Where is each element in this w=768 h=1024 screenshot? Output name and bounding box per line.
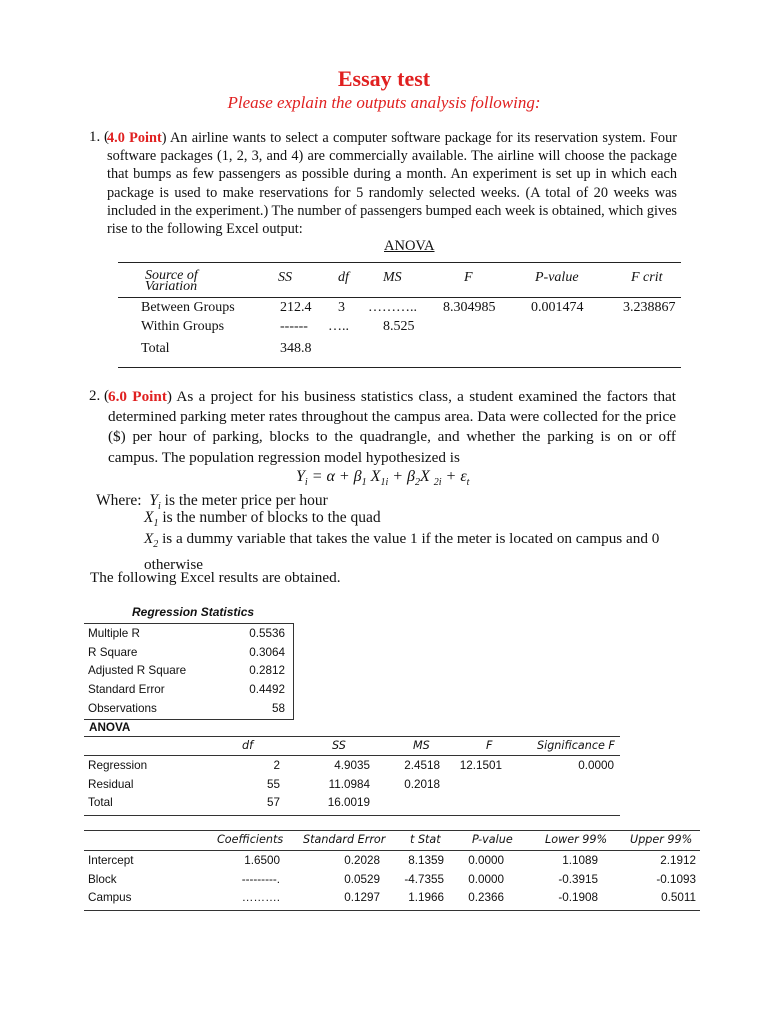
row-label: Total	[141, 341, 170, 356]
cell: 1.6500	[244, 853, 280, 867]
header-ss: SS	[278, 270, 292, 285]
stat-label: Observations	[88, 702, 157, 716]
question-2-text: 6.0 Point) As a project for his business statistics class, a student examined the factors that determined parking meter rates throughout the campus area. Data were collected for the price ($) per hour of parking, blocks to the quadrangle, and whether the parking is on or off campus. The population regression model hypothesized is	[108, 388, 676, 466]
row-label: Intercept	[88, 853, 134, 867]
table-row	[84, 643, 289, 662]
coef-header-std-error: Standard Error	[303, 833, 386, 846]
cell: 0.2018	[404, 777, 440, 791]
regression-formula: $Y_i = \alpha + \beta_1$ $X_{1i} + \beta_2X$ $_{2i} + \varepsilon_t$	[296, 468, 470, 489]
table-row	[84, 889, 700, 908]
table-row	[84, 624, 289, 643]
stat-value: 58	[271, 702, 285, 716]
cell: 12.1501	[459, 758, 502, 772]
anova-2-label: ANOVA	[89, 721, 131, 734]
cell: 212.4	[280, 300, 312, 315]
cell: 0.001474	[531, 300, 584, 315]
table-row	[84, 794, 620, 813]
regression-statistics-title: Regression Statistics	[132, 605, 255, 619]
coefficients-table	[84, 851, 700, 907]
cell: 11.0984	[328, 777, 370, 791]
coef-header-coefficients: Coefficients	[217, 833, 284, 846]
cell: 55	[266, 777, 280, 791]
stat-label: R Square	[88, 645, 138, 659]
coef-header-p-value: P-value	[472, 833, 513, 846]
x2-definition: $X_2$ is a dummy variable that takes the value 1 if the meter is located on campus and 0 otherwise	[144, 530, 660, 574]
cell: ……….	[241, 891, 280, 905]
stat-label: Standard Error	[88, 683, 165, 697]
table-row	[84, 870, 700, 889]
cell: 57	[266, 796, 280, 810]
table-row	[84, 756, 620, 775]
page-title: Essay test	[337, 66, 431, 91]
cell: -0.1908	[558, 891, 598, 905]
anova-1-title: ANOVA	[384, 238, 435, 254]
cell: 8.1359	[408, 853, 444, 867]
stat-value: 0.2812	[249, 664, 285, 678]
cell: 3	[338, 300, 345, 315]
anova-2-header-ss: SS	[332, 739, 346, 752]
where-line: Where: $Y_i$ is the meter price per hour	[96, 492, 328, 513]
row-label: Total	[88, 796, 113, 810]
question-2-number: 2. (	[89, 388, 109, 404]
cell	[444, 794, 506, 813]
cell: 0.0000	[578, 758, 614, 772]
anova-1-header	[118, 268, 688, 298]
table-row	[84, 680, 289, 699]
header-fcrit: F crit	[631, 270, 663, 285]
anova-2-top-rule	[84, 736, 620, 737]
row-label: Between Groups	[141, 300, 235, 315]
anova-2-table	[84, 756, 620, 812]
header-pvalue: P-value	[535, 270, 579, 285]
cell: -0.3915	[558, 872, 598, 886]
anova-1-bottom-rule	[118, 367, 681, 368]
anova-1-body	[118, 300, 688, 364]
reg-right-rule	[293, 623, 294, 719]
row-label: Regression	[88, 758, 148, 772]
anova-2-header-significance: Significance F	[537, 739, 615, 752]
cell: ………..	[368, 300, 417, 315]
stat-value: 0.5536	[249, 626, 285, 640]
cell: 16.0019	[327, 796, 370, 810]
row-label: Campus	[88, 891, 132, 905]
stat-value: 0.3064	[249, 645, 285, 659]
table-row	[84, 662, 289, 681]
anova-2-header-ms: MS	[413, 739, 430, 752]
row-label: Block	[88, 872, 117, 886]
header-df: df	[338, 270, 349, 285]
stat-label: Adjusted R Square	[88, 664, 187, 678]
anova-1-top-rule	[118, 262, 681, 263]
cell	[444, 775, 506, 794]
question-1-text: 4.0 Point) An airline wants to select a computer software package for its reservation system. Four software packages (1, 2, 3, and 4) are commercially available. The airline will choose the package that bumps as few passengers as possible during a month. An experiment is set up in which each package is used to make reservations for 5 randomly selected weeks. (A total of 20 weeks was included in the experiment.) The number of passengers bumped each week is obtained, which gives rise to the following Excel output:	[107, 130, 677, 238]
anova-2-bottom-rule	[84, 815, 620, 816]
cell: 0.2028	[344, 853, 380, 867]
table-row	[84, 775, 620, 794]
cell: ---------.	[241, 872, 280, 886]
row-label: Residual	[88, 777, 134, 791]
table-row	[84, 851, 700, 870]
header-f: F	[464, 270, 473, 285]
cell: 348.8	[280, 341, 312, 356]
coef-header-t-stat: t Stat	[410, 833, 441, 846]
cell	[506, 775, 620, 794]
cell: 2.4518	[404, 758, 440, 772]
anova-2-header-df: df	[242, 739, 254, 752]
cell: -0.1093	[656, 872, 696, 886]
cell: 4.9035	[334, 758, 370, 772]
question-2-points: 6.0 Point	[108, 388, 167, 405]
cell: 8.304985	[443, 300, 496, 315]
page-subtitle: Please explain the outputs analysis following:	[227, 93, 541, 112]
header-ms: MS	[383, 270, 402, 285]
cell: 0.0000	[468, 853, 504, 867]
cell: 0.0000	[468, 872, 504, 886]
coef-bottom-rule	[84, 910, 700, 911]
x1-definition: $X_1$ is the number of blocks to the quad	[144, 509, 381, 530]
coef-top-rule	[84, 830, 700, 831]
cell: 0.2366	[468, 891, 504, 905]
cell	[374, 794, 444, 813]
cell: 2.1912	[660, 853, 696, 867]
cell: …..	[328, 319, 349, 334]
cell: -4.7355	[404, 872, 444, 886]
cell: 8.525	[383, 319, 415, 334]
cell: 2	[273, 758, 280, 772]
row-label: Within Groups	[141, 319, 225, 334]
question-1-number: 1. (	[89, 129, 109, 145]
reg-bottom-rule	[84, 719, 294, 720]
anova-1-mid-rule	[118, 297, 681, 298]
table-row	[84, 699, 289, 718]
cell	[506, 794, 620, 813]
stat-label: Multiple R	[88, 626, 140, 640]
regression-statistics-table	[84, 624, 289, 718]
coef-header-upper: Upper 99%	[630, 833, 693, 846]
results-intro: The following Excel results are obtained.	[90, 569, 341, 586]
question-1-points: 4.0 Point	[107, 130, 162, 146]
cell: 0.5011	[661, 891, 696, 905]
cell: 1.1089	[562, 853, 598, 867]
anova-2-header-f: F	[486, 739, 493, 752]
cell: 3.238867	[623, 300, 676, 315]
cell: 0.1297	[344, 891, 380, 905]
header-source: Source of Variation	[145, 268, 198, 294]
coef-header-lower: Lower 99%	[545, 833, 608, 846]
cell: 1.1966	[408, 891, 444, 905]
cell: 0.0529	[344, 872, 380, 886]
stat-value: 0.4492	[249, 683, 285, 697]
cell: ------	[280, 319, 308, 334]
